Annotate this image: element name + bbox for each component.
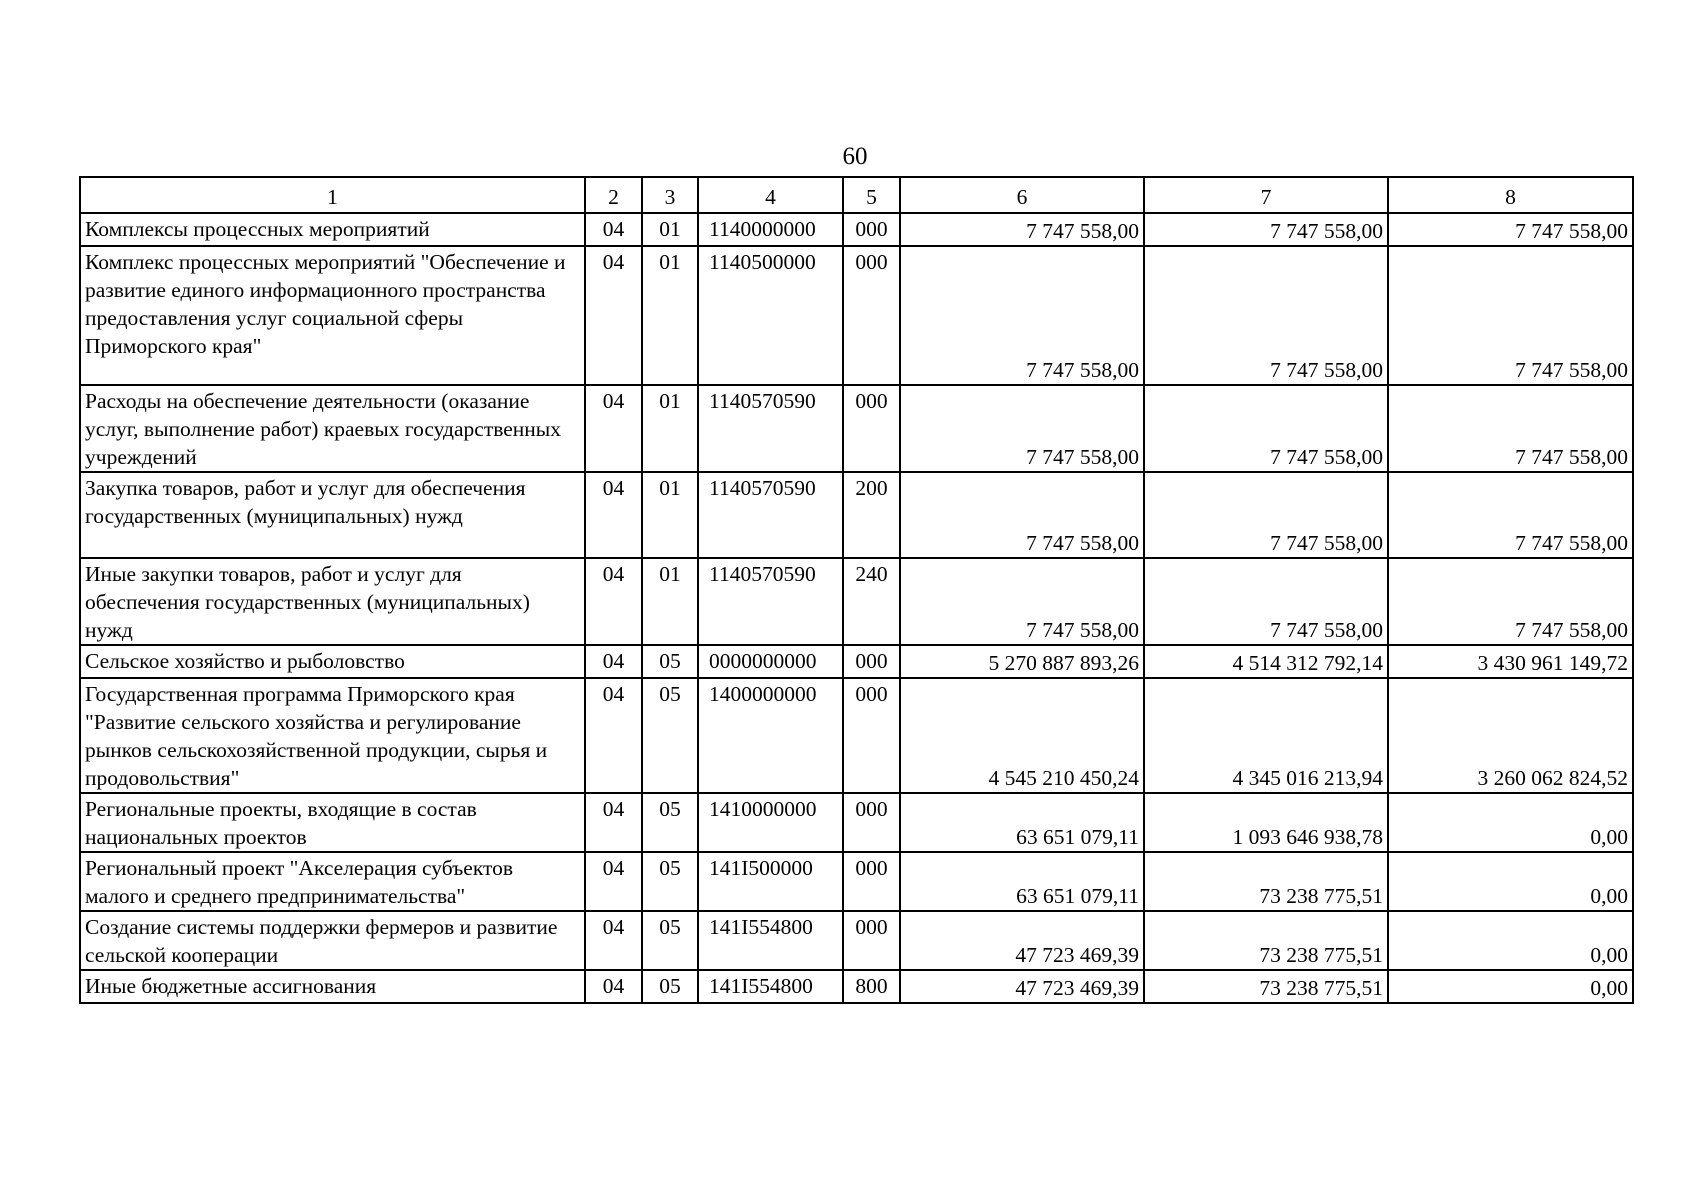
header-cell-8: 8 [1388, 177, 1633, 213]
header-cell-2: 2 [585, 177, 642, 213]
amount-col8-cell: 3 430 961 149,72 [1388, 645, 1633, 678]
subsection-code-cell: 01 [642, 558, 698, 645]
subsection-code-cell: 01 [642, 472, 698, 558]
table-header-row [80, 177, 1633, 213]
amount-col8-cell: 7 747 558,00 [1388, 246, 1633, 385]
subsection-code-cell: 05 [642, 852, 698, 911]
amount-col6-cell: 7 747 558,00 [900, 558, 1144, 645]
table-row [80, 678, 1633, 793]
row-name-cell: Иные закупки товаров, работ и услуг для обеспечения государственных (муниципальных) нужд [80, 558, 585, 645]
row-name-cell: Создание системы поддержки фермеров и развитие сельской кооперации [80, 911, 585, 970]
subsection-code-cell: 05 [642, 793, 698, 852]
target-article-cell: 1140000000 [698, 213, 843, 246]
table-row [80, 852, 1633, 911]
row-name-cell: Комплекс процессных мероприятий "Обеспечение и развитие единого информационного пространства предоставления услуг социальной сферы Приморского края" [80, 246, 585, 385]
section-code-cell: 04 [585, 246, 642, 385]
expense-type-cell: 000 [843, 213, 900, 246]
expense-type-cell: 000 [843, 852, 900, 911]
expense-type-cell: 800 [843, 970, 900, 1003]
section-code-cell: 04 [585, 852, 642, 911]
table-row [80, 385, 1633, 472]
amount-col6-cell: 7 747 558,00 [900, 246, 1144, 385]
expense-type-cell: 240 [843, 558, 900, 645]
table-row [80, 645, 1633, 678]
row-name-cell: Сельское хозяйство и рыболовство [80, 645, 585, 678]
subsection-code-cell: 01 [642, 385, 698, 472]
expense-type-cell: 000 [843, 246, 900, 385]
page-number: 60 [842, 143, 868, 170]
target-article-cell: 1140570590 [698, 385, 843, 472]
amount-col8-cell: 0,00 [1388, 970, 1633, 1003]
subsection-code-cell: 01 [642, 213, 698, 246]
row-name-cell: Иные бюджетные ассигнования [80, 970, 585, 1003]
target-article-cell: 141I554800 [698, 911, 843, 970]
subsection-code-cell: 05 [642, 911, 698, 970]
section-code-cell: 04 [585, 970, 642, 1003]
target-article-cell: 0000000000 [698, 645, 843, 678]
subsection-code-cell: 01 [642, 246, 698, 385]
amount-col8-cell: 3 260 062 824,52 [1388, 678, 1633, 793]
amount-col6-cell: 47 723 469,39 [900, 911, 1144, 970]
header-cell-6: 6 [900, 177, 1144, 213]
header-cell-5: 5 [843, 177, 900, 213]
section-code-cell: 04 [585, 911, 642, 970]
section-code-cell: 04 [585, 213, 642, 246]
amount-col7-cell: 73 238 775,51 [1144, 852, 1388, 911]
section-code-cell: 04 [585, 558, 642, 645]
amount-col6-cell: 7 747 558,00 [900, 385, 1144, 472]
amount-col6-cell: 5 270 887 893,26 [900, 645, 1144, 678]
section-code-cell: 04 [585, 645, 642, 678]
budget-table [79, 176, 1634, 1004]
amount-col6-cell: 63 651 079,11 [900, 852, 1144, 911]
target-article-cell: 141I500000 [698, 852, 843, 911]
table-row [80, 213, 1633, 246]
amount-col8-cell: 7 747 558,00 [1388, 472, 1633, 558]
expense-type-cell: 000 [843, 385, 900, 472]
amount-col6-cell: 7 747 558,00 [900, 472, 1144, 558]
target-article-cell: 1140570590 [698, 472, 843, 558]
expense-type-cell: 000 [843, 793, 900, 852]
expense-type-cell: 200 [843, 472, 900, 558]
header-cell-3: 3 [642, 177, 698, 213]
expense-type-cell: 000 [843, 645, 900, 678]
table-row [80, 558, 1633, 645]
amount-col7-cell: 73 238 775,51 [1144, 970, 1388, 1003]
row-name-cell: Региональные проекты, входящие в состав национальных проектов [80, 793, 585, 852]
amount-col7-cell: 1 093 646 938,78 [1144, 793, 1388, 852]
target-article-cell: 1140500000 [698, 246, 843, 385]
subsection-code-cell: 05 [642, 970, 698, 1003]
amount-col7-cell: 7 747 558,00 [1144, 472, 1388, 558]
row-name-cell: Государственная программа Приморского края "Развитие сельского хозяйства и регулирование рынков сельскохозяйственной продукции, сырья и продовольствия" [80, 678, 585, 793]
header-cell-7: 7 [1144, 177, 1388, 213]
row-name-cell: Комплексы процессных мероприятий [80, 213, 585, 246]
subsection-code-cell: 05 [642, 678, 698, 793]
section-code-cell: 04 [585, 678, 642, 793]
amount-col7-cell: 7 747 558,00 [1144, 385, 1388, 472]
target-article-cell: 141I554800 [698, 970, 843, 1003]
target-article-cell: 1400000000 [698, 678, 843, 793]
amount-col7-cell: 7 747 558,00 [1144, 558, 1388, 645]
amount-col8-cell: 0,00 [1388, 911, 1633, 970]
amount-col6-cell: 47 723 469,39 [900, 970, 1144, 1003]
header-cell-1: 1 [80, 177, 585, 213]
amount-col8-cell: 0,00 [1388, 793, 1633, 852]
amount-col6-cell: 4 545 210 450,24 [900, 678, 1144, 793]
section-code-cell: 04 [585, 793, 642, 852]
row-name-cell: Закупка товаров, работ и услуг для обеспечения государственных (муниципальных) нужд [80, 472, 585, 558]
amount-col7-cell: 7 747 558,00 [1144, 246, 1388, 385]
amount-col8-cell: 7 747 558,00 [1388, 558, 1633, 645]
table-row [80, 970, 1633, 1003]
row-name-cell: Региональный проект "Акселерация субъектов малого и среднего предпринимательства" [80, 852, 585, 911]
amount-col7-cell: 4 514 312 792,14 [1144, 645, 1388, 678]
expense-type-cell: 000 [843, 911, 900, 970]
table-row [80, 246, 1633, 385]
expense-type-cell: 000 [843, 678, 900, 793]
header-cell-4: 4 [698, 177, 843, 213]
amount-col6-cell: 63 651 079,11 [900, 793, 1144, 852]
amount-col7-cell: 7 747 558,00 [1144, 213, 1388, 246]
table-row [80, 793, 1633, 852]
amount-col8-cell: 7 747 558,00 [1388, 385, 1633, 472]
table-row [80, 472, 1633, 558]
row-name-cell: Расходы на обеспечение деятельности (оказание услуг, выполнение работ) краевых государственных учреждений [80, 385, 585, 472]
amount-col7-cell: 4 345 016 213,94 [1144, 678, 1388, 793]
amount-col8-cell: 0,00 [1388, 852, 1633, 911]
table-row [80, 911, 1633, 970]
subsection-code-cell: 05 [642, 645, 698, 678]
amount-col6-cell: 7 747 558,00 [900, 213, 1144, 246]
amount-col7-cell: 73 238 775,51 [1144, 911, 1388, 970]
section-code-cell: 04 [585, 472, 642, 558]
section-code-cell: 04 [585, 385, 642, 472]
target-article-cell: 1410000000 [698, 793, 843, 852]
amount-col8-cell: 7 747 558,00 [1388, 213, 1633, 246]
target-article-cell: 1140570590 [698, 558, 843, 645]
